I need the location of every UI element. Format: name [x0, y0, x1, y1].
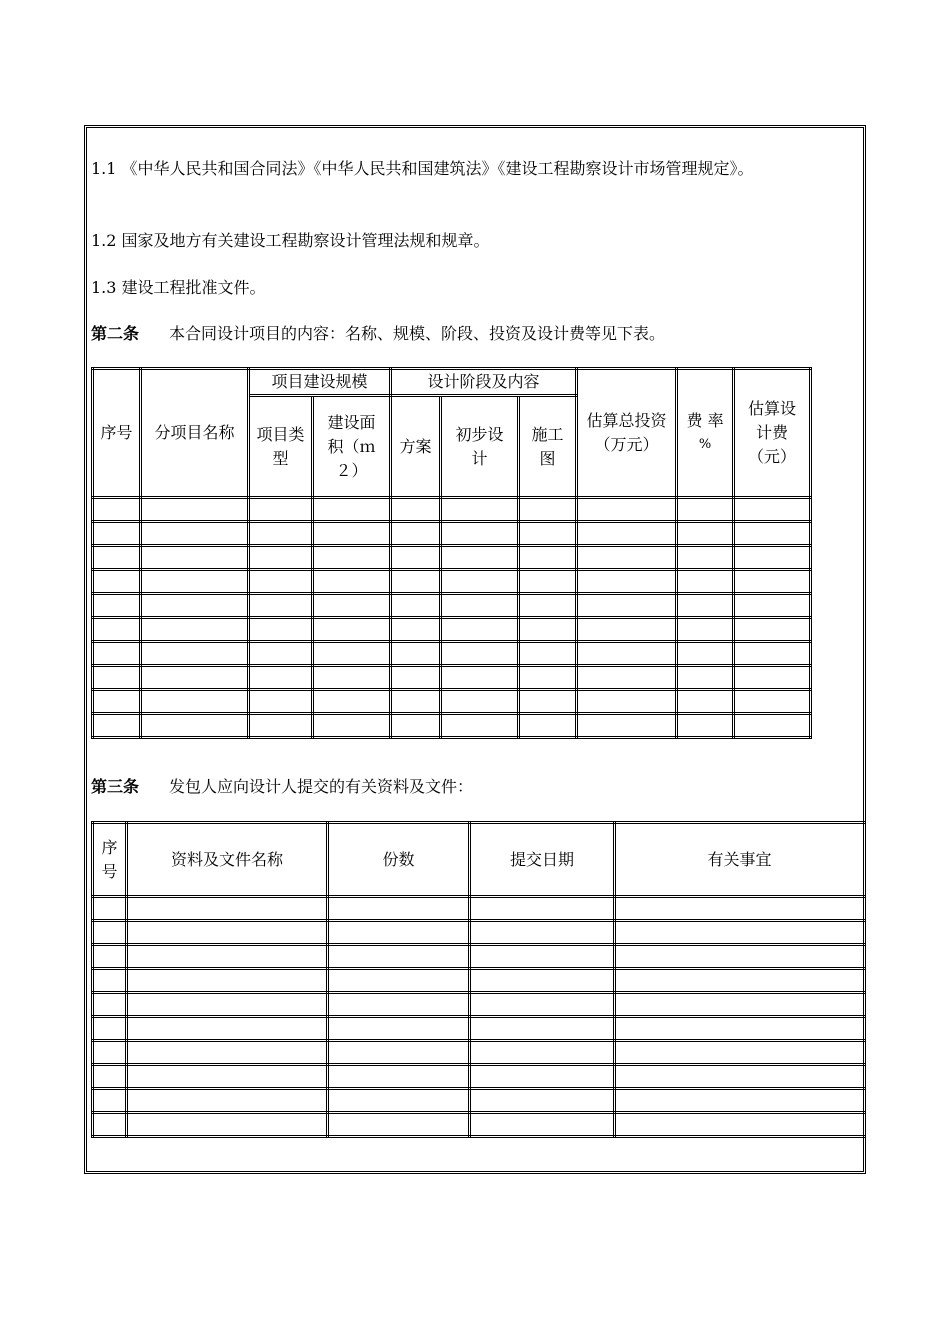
- clause-1-1: 1.1 《中华人民共和国合同法》《中华人民共和国建筑法》《建设工程勘察设计市场管理规定》。: [91, 159, 754, 178]
- document-cell: [127, 993, 328, 1017]
- design-item-cell: [577, 546, 677, 570]
- design-item-row: [93, 690, 811, 714]
- design-item-cell: [734, 642, 811, 666]
- document-cell: [328, 1041, 470, 1065]
- design-item-cell: [441, 666, 519, 690]
- document-cell: [127, 1089, 328, 1113]
- document-cell: [615, 993, 865, 1017]
- design-item-cell: [141, 498, 249, 522]
- document-cell: [615, 1041, 865, 1065]
- document-cell: [470, 897, 615, 921]
- clause-1-2: 1.2 国家及地方有关建设工程勘察设计管理法规和规章。: [91, 231, 490, 250]
- doc-header-name: 资料及文件名称: [127, 823, 328, 897]
- header-investment-line1: 估算总投资: [586, 411, 667, 430]
- design-item-cell: [141, 666, 249, 690]
- design-item-cell: [249, 594, 313, 618]
- design-item-cell: [577, 618, 677, 642]
- design-item-cell: [141, 714, 249, 738]
- document-cell: [127, 1113, 328, 1137]
- design-item-cell: [734, 690, 811, 714]
- article-2: [91, 321, 857, 346]
- document-cell: [470, 1113, 615, 1137]
- design-item-cell: [391, 642, 441, 666]
- design-item-cell: [519, 666, 577, 690]
- header-design-fee: 估算设计费（元）: [734, 369, 811, 498]
- design-item-cell: [391, 666, 441, 690]
- design-item-cell: [441, 594, 519, 618]
- document-cell: [470, 993, 615, 1017]
- design-item-row: [93, 522, 811, 546]
- design-item-cell: [677, 594, 734, 618]
- design-item-cell: [519, 594, 577, 618]
- document-row: [93, 1113, 865, 1137]
- design-item-cell: [313, 642, 391, 666]
- document-row: [93, 993, 865, 1017]
- design-item-cell: [441, 714, 519, 738]
- document-row: [93, 945, 865, 969]
- contract-frame: [84, 125, 866, 1174]
- design-item-cell: [93, 618, 141, 642]
- design-item-cell: [577, 498, 677, 522]
- design-item-cell: [141, 522, 249, 546]
- design-item-cell: [677, 666, 734, 690]
- design-item-cell: [734, 522, 811, 546]
- document-cell: [127, 921, 328, 945]
- document-cell: [328, 1017, 470, 1041]
- design-item-row: [93, 666, 811, 690]
- design-item-cell: [734, 498, 811, 522]
- design-item-cell: [313, 546, 391, 570]
- design-item-cell: [249, 666, 313, 690]
- design-item-cell: [441, 642, 519, 666]
- design-item-cell: [93, 570, 141, 594]
- design-item-cell: [93, 498, 141, 522]
- document-cell: [93, 1065, 127, 1089]
- document-cell: [615, 921, 865, 945]
- doc-header-seq: 序号: [93, 823, 127, 897]
- document-cell: [93, 1113, 127, 1137]
- design-item-cell: [391, 498, 441, 522]
- documents-table: [91, 821, 866, 1138]
- design-item-cell: [141, 642, 249, 666]
- design-item-cell: [93, 522, 141, 546]
- article-3-label: 第三条: [91, 777, 140, 796]
- design-item-cell: [519, 618, 577, 642]
- design-item-cell: [391, 546, 441, 570]
- design-item-cell: [93, 666, 141, 690]
- design-item-row: [93, 570, 811, 594]
- design-item-cell: [249, 522, 313, 546]
- design-item-cell: [391, 618, 441, 642]
- header-construction-drawing: 施工图: [519, 396, 577, 498]
- design-item-row: [93, 546, 811, 570]
- design-item-row: [93, 618, 811, 642]
- design-item-cell: [391, 522, 441, 546]
- document-cell: [615, 1089, 865, 1113]
- design-item-cell: [313, 666, 391, 690]
- design-item-cell: [141, 546, 249, 570]
- design-item-cell: [577, 666, 677, 690]
- document-cell: [470, 1017, 615, 1041]
- document-cell: [470, 945, 615, 969]
- header-preliminary-design: 初步设计: [441, 396, 519, 498]
- design-items-body: [93, 498, 811, 738]
- header-stage-group: 设计阶段及内容: [391, 369, 577, 396]
- header-scheme: 方案: [391, 396, 441, 498]
- design-item-row: [93, 642, 811, 666]
- header-rate: [677, 369, 734, 498]
- design-item-row: [93, 594, 811, 618]
- document-cell: [93, 1017, 127, 1041]
- document-cell: [328, 897, 470, 921]
- document-row: [93, 921, 865, 945]
- document-cell: [127, 969, 328, 993]
- design-item-cell: [313, 498, 391, 522]
- design-item-cell: [441, 690, 519, 714]
- doc-header-copies: 份数: [328, 823, 470, 897]
- document-row: [93, 897, 865, 921]
- header-investment-line2: （万元）: [594, 435, 659, 454]
- document-cell: [328, 969, 470, 993]
- design-item-cell: [249, 570, 313, 594]
- design-item-cell: [677, 690, 734, 714]
- document-cell: [470, 1041, 615, 1065]
- design-item-cell: [577, 642, 677, 666]
- document-cell: [615, 1113, 865, 1137]
- design-item-cell: [519, 546, 577, 570]
- article-3-text: 发包人应向设计人提交的有关资料及文件：: [169, 777, 474, 796]
- design-item-cell: [313, 690, 391, 714]
- design-item-cell: [391, 570, 441, 594]
- design-item-row: [93, 498, 811, 522]
- design-item-cell: [677, 642, 734, 666]
- design-item-cell: [577, 570, 677, 594]
- design-item-cell: [519, 690, 577, 714]
- document-cell: [93, 945, 127, 969]
- documents-body: [93, 897, 865, 1137]
- design-item-cell: [677, 714, 734, 738]
- document-cell: [127, 1041, 328, 1065]
- design-item-cell: [734, 618, 811, 642]
- design-item-cell: [141, 570, 249, 594]
- design-item-cell: [93, 594, 141, 618]
- document-cell: [328, 1089, 470, 1113]
- design-item-row: [93, 714, 811, 738]
- document-cell: [470, 969, 615, 993]
- design-item-cell: [734, 666, 811, 690]
- design-item-cell: [519, 498, 577, 522]
- design-item-cell: [141, 594, 249, 618]
- header-project-type: 项目类型: [249, 396, 313, 498]
- design-item-cell: [313, 714, 391, 738]
- design-item-cell: [141, 618, 249, 642]
- design-item-cell: [677, 546, 734, 570]
- design-item-cell: [677, 522, 734, 546]
- design-item-cell: [391, 714, 441, 738]
- design-item-cell: [313, 618, 391, 642]
- design-item-cell: [391, 594, 441, 618]
- header-scale-group: 项目建设规模: [249, 369, 391, 396]
- document-row: [93, 1017, 865, 1041]
- design-item-cell: [734, 714, 811, 738]
- document-cell: [127, 897, 328, 921]
- document-cell: [328, 1065, 470, 1089]
- document-cell: [470, 1089, 615, 1113]
- design-item-cell: [93, 642, 141, 666]
- design-item-cell: [249, 642, 313, 666]
- header-seq: 序号: [93, 369, 141, 498]
- document-cell: [93, 897, 127, 921]
- design-item-cell: [577, 714, 677, 738]
- design-item-cell: [441, 498, 519, 522]
- document-row: [93, 1041, 865, 1065]
- design-item-cell: [441, 570, 519, 594]
- article-2-text: 本合同设计项目的内容：名称、规模、阶段、投资及设计费等见下表。: [169, 324, 666, 343]
- design-item-cell: [577, 594, 677, 618]
- document-cell: [328, 921, 470, 945]
- document-cell: [127, 1017, 328, 1041]
- design-item-cell: [519, 642, 577, 666]
- design-item-cell: [519, 714, 577, 738]
- document-cell: [615, 1065, 865, 1089]
- document-cell: [93, 993, 127, 1017]
- document-cell: [615, 1017, 865, 1041]
- design-item-cell: [734, 594, 811, 618]
- doc-header-notes: 有关事宜: [615, 823, 865, 897]
- design-item-cell: [441, 546, 519, 570]
- design-item-cell: [577, 522, 677, 546]
- design-item-cell: [249, 714, 313, 738]
- design-item-cell: [313, 522, 391, 546]
- design-item-cell: [93, 546, 141, 570]
- document-cell: [127, 1065, 328, 1089]
- document-cell: [615, 969, 865, 993]
- design-item-cell: [249, 546, 313, 570]
- document-cell: [93, 921, 127, 945]
- document-row: [93, 1089, 865, 1113]
- header-rate-line2: %: [698, 437, 712, 452]
- design-item-cell: [391, 690, 441, 714]
- design-item-cell: [249, 618, 313, 642]
- document-cell: [328, 993, 470, 1017]
- design-item-cell: [93, 714, 141, 738]
- clause-1-3: 1.3 建设工程批准文件。: [91, 278, 266, 297]
- design-item-cell: [677, 570, 734, 594]
- document-cell: [615, 897, 865, 921]
- article-2-label: 第二条: [91, 324, 140, 343]
- design-items-table: [91, 367, 812, 739]
- document-cell: [328, 945, 470, 969]
- header-item-name: 分项目名称: [141, 369, 249, 498]
- design-item-cell: [441, 522, 519, 546]
- document-cell: [93, 1041, 127, 1065]
- document-row: [93, 969, 865, 993]
- document-cell: [470, 921, 615, 945]
- design-item-cell: [249, 690, 313, 714]
- design-item-cell: [519, 522, 577, 546]
- design-item-cell: [249, 498, 313, 522]
- document-cell: [470, 1065, 615, 1089]
- design-item-cell: [677, 498, 734, 522]
- header-rate-line1: 费 率: [686, 411, 724, 430]
- design-item-cell: [93, 690, 141, 714]
- design-item-cell: [734, 546, 811, 570]
- document-row: [93, 1065, 865, 1089]
- design-item-cell: [313, 594, 391, 618]
- document-cell: [127, 945, 328, 969]
- document-cell: [93, 1089, 127, 1113]
- design-item-cell: [677, 618, 734, 642]
- header-investment: [577, 369, 677, 498]
- design-item-cell: [734, 570, 811, 594]
- design-item-cell: [313, 570, 391, 594]
- design-item-cell: [141, 690, 249, 714]
- design-item-cell: [577, 690, 677, 714]
- doc-header-date: 提交日期: [470, 823, 615, 897]
- header-building-area: 建设面积（ｍ２）: [313, 396, 391, 498]
- article-3: [91, 774, 857, 799]
- document-cell: [93, 969, 127, 993]
- document-cell: [615, 945, 865, 969]
- document-cell: [328, 1113, 470, 1137]
- design-item-cell: [519, 570, 577, 594]
- design-item-cell: [441, 618, 519, 642]
